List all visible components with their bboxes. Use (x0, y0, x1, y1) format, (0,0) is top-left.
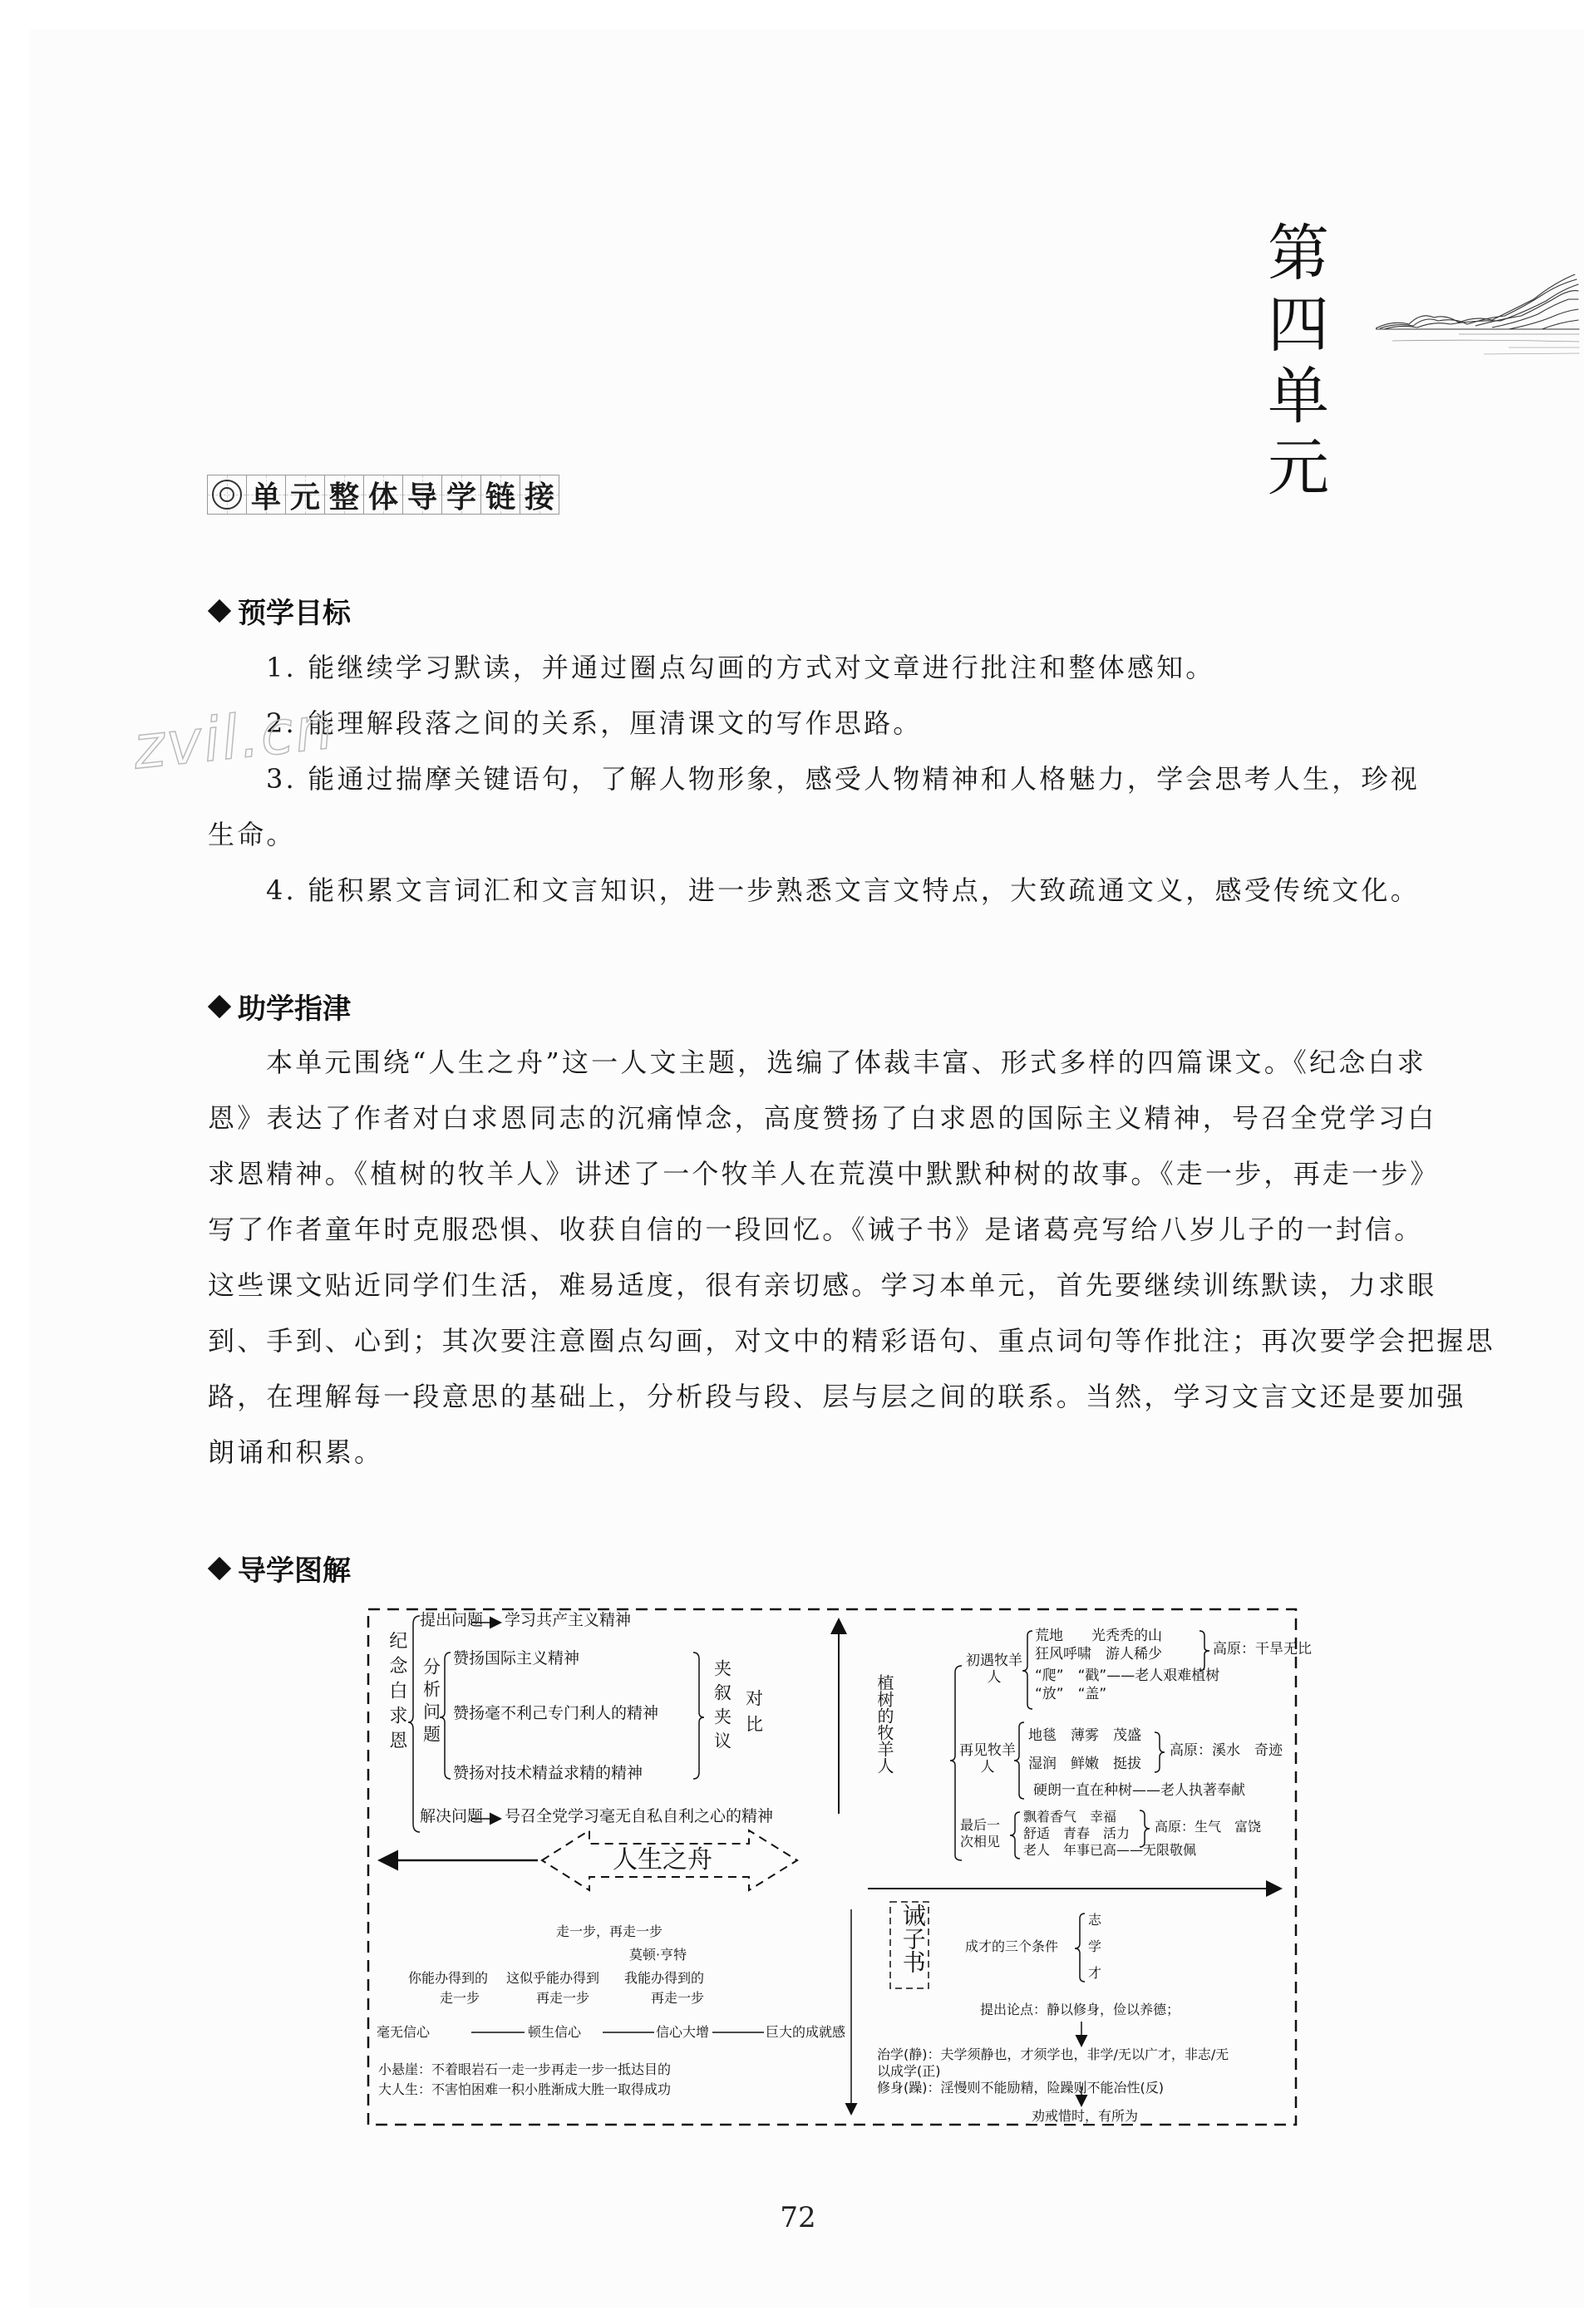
first-meet-row: “放” “盖” (1035, 1686, 1107, 1702)
banner-char: 学 (446, 480, 476, 515)
last-meet-row: 老人 年事已高——无限敬佩 (1023, 1842, 1197, 1858)
unit-title-char: 四 (1268, 289, 1329, 361)
banner-char: 元 (289, 480, 320, 515)
guidance-line: 求恩精神。《植树的牧羊人》讲述了一个牧羊人在荒漠中默默种树的故事。《走一步，再走一步》 (208, 1158, 1440, 1190)
first-meet-row: 荒地 光秃秃的山 (1035, 1628, 1162, 1644)
objective-item: 生命。 (208, 819, 296, 850)
guidance-line: 这些课文贴近同学们生活，难易适度，很有亲切感。学习本单元，首先要继续训练默读，力求眼 (208, 1269, 1437, 1301)
study-line: 以成学(正) (877, 2063, 941, 2079)
objective-item: 2. 能理解段落之间的关系，厘清课文的写作思路。 (266, 707, 923, 739)
small-cliff-line: 小悬崖：不着眼岩石一走一步再走一步一抵达目的 (378, 2061, 672, 2077)
step-progress: 信心大增 (656, 2024, 710, 2040)
concept-diagram (365, 1606, 1312, 2130)
diamond-bullet-icon (208, 1556, 231, 1579)
contrast-text: 对比 (743, 1689, 764, 1741)
study-line: 治学(静)：夫学须静也，才须学也，非学/无以广才，非志/无 (877, 2047, 1229, 2062)
contrast-label (741, 1689, 764, 1747)
unit-title (1265, 218, 1332, 504)
guidance-heading (208, 986, 351, 1027)
center-theme-label: 人生之舟 (613, 1845, 712, 1874)
guidance-line: 本单元围绕“人生之舟”这一人文主题，选编了体裁丰富、形式多样的四篇课文。《纪念白求 (266, 1047, 1426, 1078)
guidance-line: 路，在理解每一段意思的基础上，分析段与段、层与层之间的联系。当然，学习文言文还是要加强 (208, 1381, 1466, 1412)
method-label (709, 1659, 732, 1762)
first-meet-row: 狂风呼啸 游人稀少 (1035, 1646, 1162, 1662)
step-phase-bottom: 再走一步 (536, 1990, 590, 2006)
guidance-paragraph (208, 1035, 1495, 1480)
diamond-bullet-icon (208, 994, 231, 1017)
thesis-line: 提出论点：静以修身，俭以养德； (980, 2002, 1180, 2017)
unit-title-char: 单 (1268, 361, 1329, 432)
objective-item: 3. 能通过揣摩关键语句，了解人物形象，感受人物精神和人格魅力，学会思考人生，珍视 (266, 763, 1420, 795)
objective-item: 4. 能积累文言词汇和文言知识，进一步熟悉文言文特点，大致疏通文义，感受传统文化。 (266, 874, 1420, 906)
step-title: 走一步，再走一步 (556, 1923, 663, 1939)
step-phase-top: 这似乎能办得到 (506, 1970, 600, 1986)
step-phase-bottom: 走一步 (440, 1990, 480, 2006)
objectives-list (208, 640, 1463, 919)
banner-char: 接 (524, 480, 554, 515)
guidance-title: 助学指津 (238, 992, 351, 1026)
step-progress: 巨大的成就感 (766, 2024, 846, 2040)
analyze-item: 赞扬对技术精益求精的精神 (453, 1764, 643, 1782)
second-meet-row: 地毯 薄雾 茂盛 (1028, 1727, 1141, 1744)
unit-title-char: 第 (1268, 218, 1329, 289)
conclusion-line: 劝戒惜时，有所为 (1032, 2108, 1139, 2124)
banner-char: 整 (328, 480, 359, 515)
big-life-line: 大人生：不害怕困难一积小胜渐成大胜一取得成功 (378, 2081, 672, 2097)
section-banner (207, 475, 559, 515)
raise-question: 提出问题 (420, 1611, 484, 1629)
objective-item: 1. 能继续学习默读，并通过圈点勾画的方式对文章进行批注和整体感知。 (266, 652, 1215, 683)
diagram-title: 导学图解 (238, 1554, 351, 1588)
step-phase-bottom: 再走一步 (651, 1990, 705, 2006)
mountain-illustration-icon (1376, 274, 1579, 366)
step-phase-top: 你能办得到的 (408, 1970, 489, 1986)
objectives-title: 预学目标 (238, 597, 351, 630)
guidance-line: 朗诵和积累。 (208, 1436, 384, 1468)
diamond-bullet-icon (208, 598, 231, 622)
analyze-item: 赞扬毫不利己专门利人的精神 (453, 1704, 659, 1722)
baiqiuen-title (383, 1631, 407, 1764)
jiezishu-title-text: 诫子书 (899, 1904, 927, 1973)
first-meet-label: 初遇牧羊人 (966, 1653, 1022, 1687)
analyze-label (418, 1657, 441, 1754)
banner-char: 单 (250, 480, 281, 515)
method-text: 夹叙夹议 (712, 1659, 732, 1756)
banner-char: 体 (367, 480, 398, 515)
watermark: zvil.cn (130, 692, 338, 783)
condition-item: 学 (1088, 1938, 1102, 1954)
analyze-text: 分析问题 (421, 1657, 441, 1747)
shepherd-title (872, 1674, 892, 1781)
first-meet-row: “爬” “戳”——老人艰难植树 (1035, 1667, 1220, 1684)
page-number: 72 (780, 2201, 816, 2234)
raise-result: 学习共产主义精神 (505, 1611, 632, 1629)
step-phase-top: 我能办得到的 (624, 1970, 705, 1986)
second-meet-row: 湿润 鲜嫩 挺拔 (1028, 1756, 1141, 1772)
last-meet-row: 舒适 青春 活力 (1023, 1825, 1130, 1841)
first-meet-plateau: 高原：干旱无比 (1213, 1641, 1312, 1657)
condition-item: 才 (1088, 1965, 1102, 1981)
solve-question: 解决问题 (420, 1807, 484, 1825)
last-meet-label: 次相见 (960, 1834, 1001, 1850)
guidance-line: 到、手到、心到；其次要注意圈点勾画，对文中的精彩语句、重点词句等作批注；再次要学会把握思 (208, 1325, 1495, 1357)
cultivate-line: 修身(躁)：淫慢则不能励精，险躁则不能冶性(反) (877, 2080, 1164, 2096)
jiezishu-title (899, 1904, 927, 1979)
conditions-label: 成才的三个条件 (965, 1938, 1059, 1954)
step-author: 莫顿·亨特 (629, 1947, 687, 1963)
solve-result: 号召全党学习毫无自私自利之心的精神 (505, 1807, 774, 1825)
analyze-item: 赞扬国际主义精神 (453, 1649, 580, 1667)
baiqiuen-title-text: 纪念白求恩 (386, 1631, 407, 1756)
condition-item: 志 (1088, 1912, 1102, 1928)
last-meet-plateau: 高原：生气 富饶 (1155, 1819, 1262, 1835)
last-meet-row: 飘着香气 幸福 (1023, 1809, 1117, 1825)
objectives-heading (208, 590, 351, 631)
banner-char: 链 (485, 480, 515, 515)
last-meet-label: 最后一 (960, 1817, 1001, 1833)
unit-title-char: 元 (1268, 432, 1329, 504)
second-meet-row: 硬朗一直在种树——老人执著奉献 (1033, 1782, 1245, 1799)
shepherd-title-text: 植树的牧羊人 (874, 1674, 894, 1774)
step-progress: 毫无信心 (377, 2024, 431, 2040)
double-circle-icon (212, 480, 242, 510)
step-progress: 顿生信心 (528, 2024, 582, 2040)
guidance-line: 恩》表达了作者对白求恩同志的沉痛悼念，高度赞扬了白求恩的国际主义精神，号召全党学习白 (208, 1102, 1437, 1134)
second-meet-label: 再见牧羊人 (959, 1742, 1016, 1776)
second-meet-plateau: 高原：溪水 奇迹 (1170, 1742, 1283, 1759)
guidance-line: 写了作者童年时克服恐惧、收获自信的一段回忆。《诫子书》是诸葛亮写给八岁儿子的一封信。 (208, 1214, 1424, 1245)
diagram-heading (208, 1548, 351, 1588)
banner-char: 导 (406, 480, 437, 515)
